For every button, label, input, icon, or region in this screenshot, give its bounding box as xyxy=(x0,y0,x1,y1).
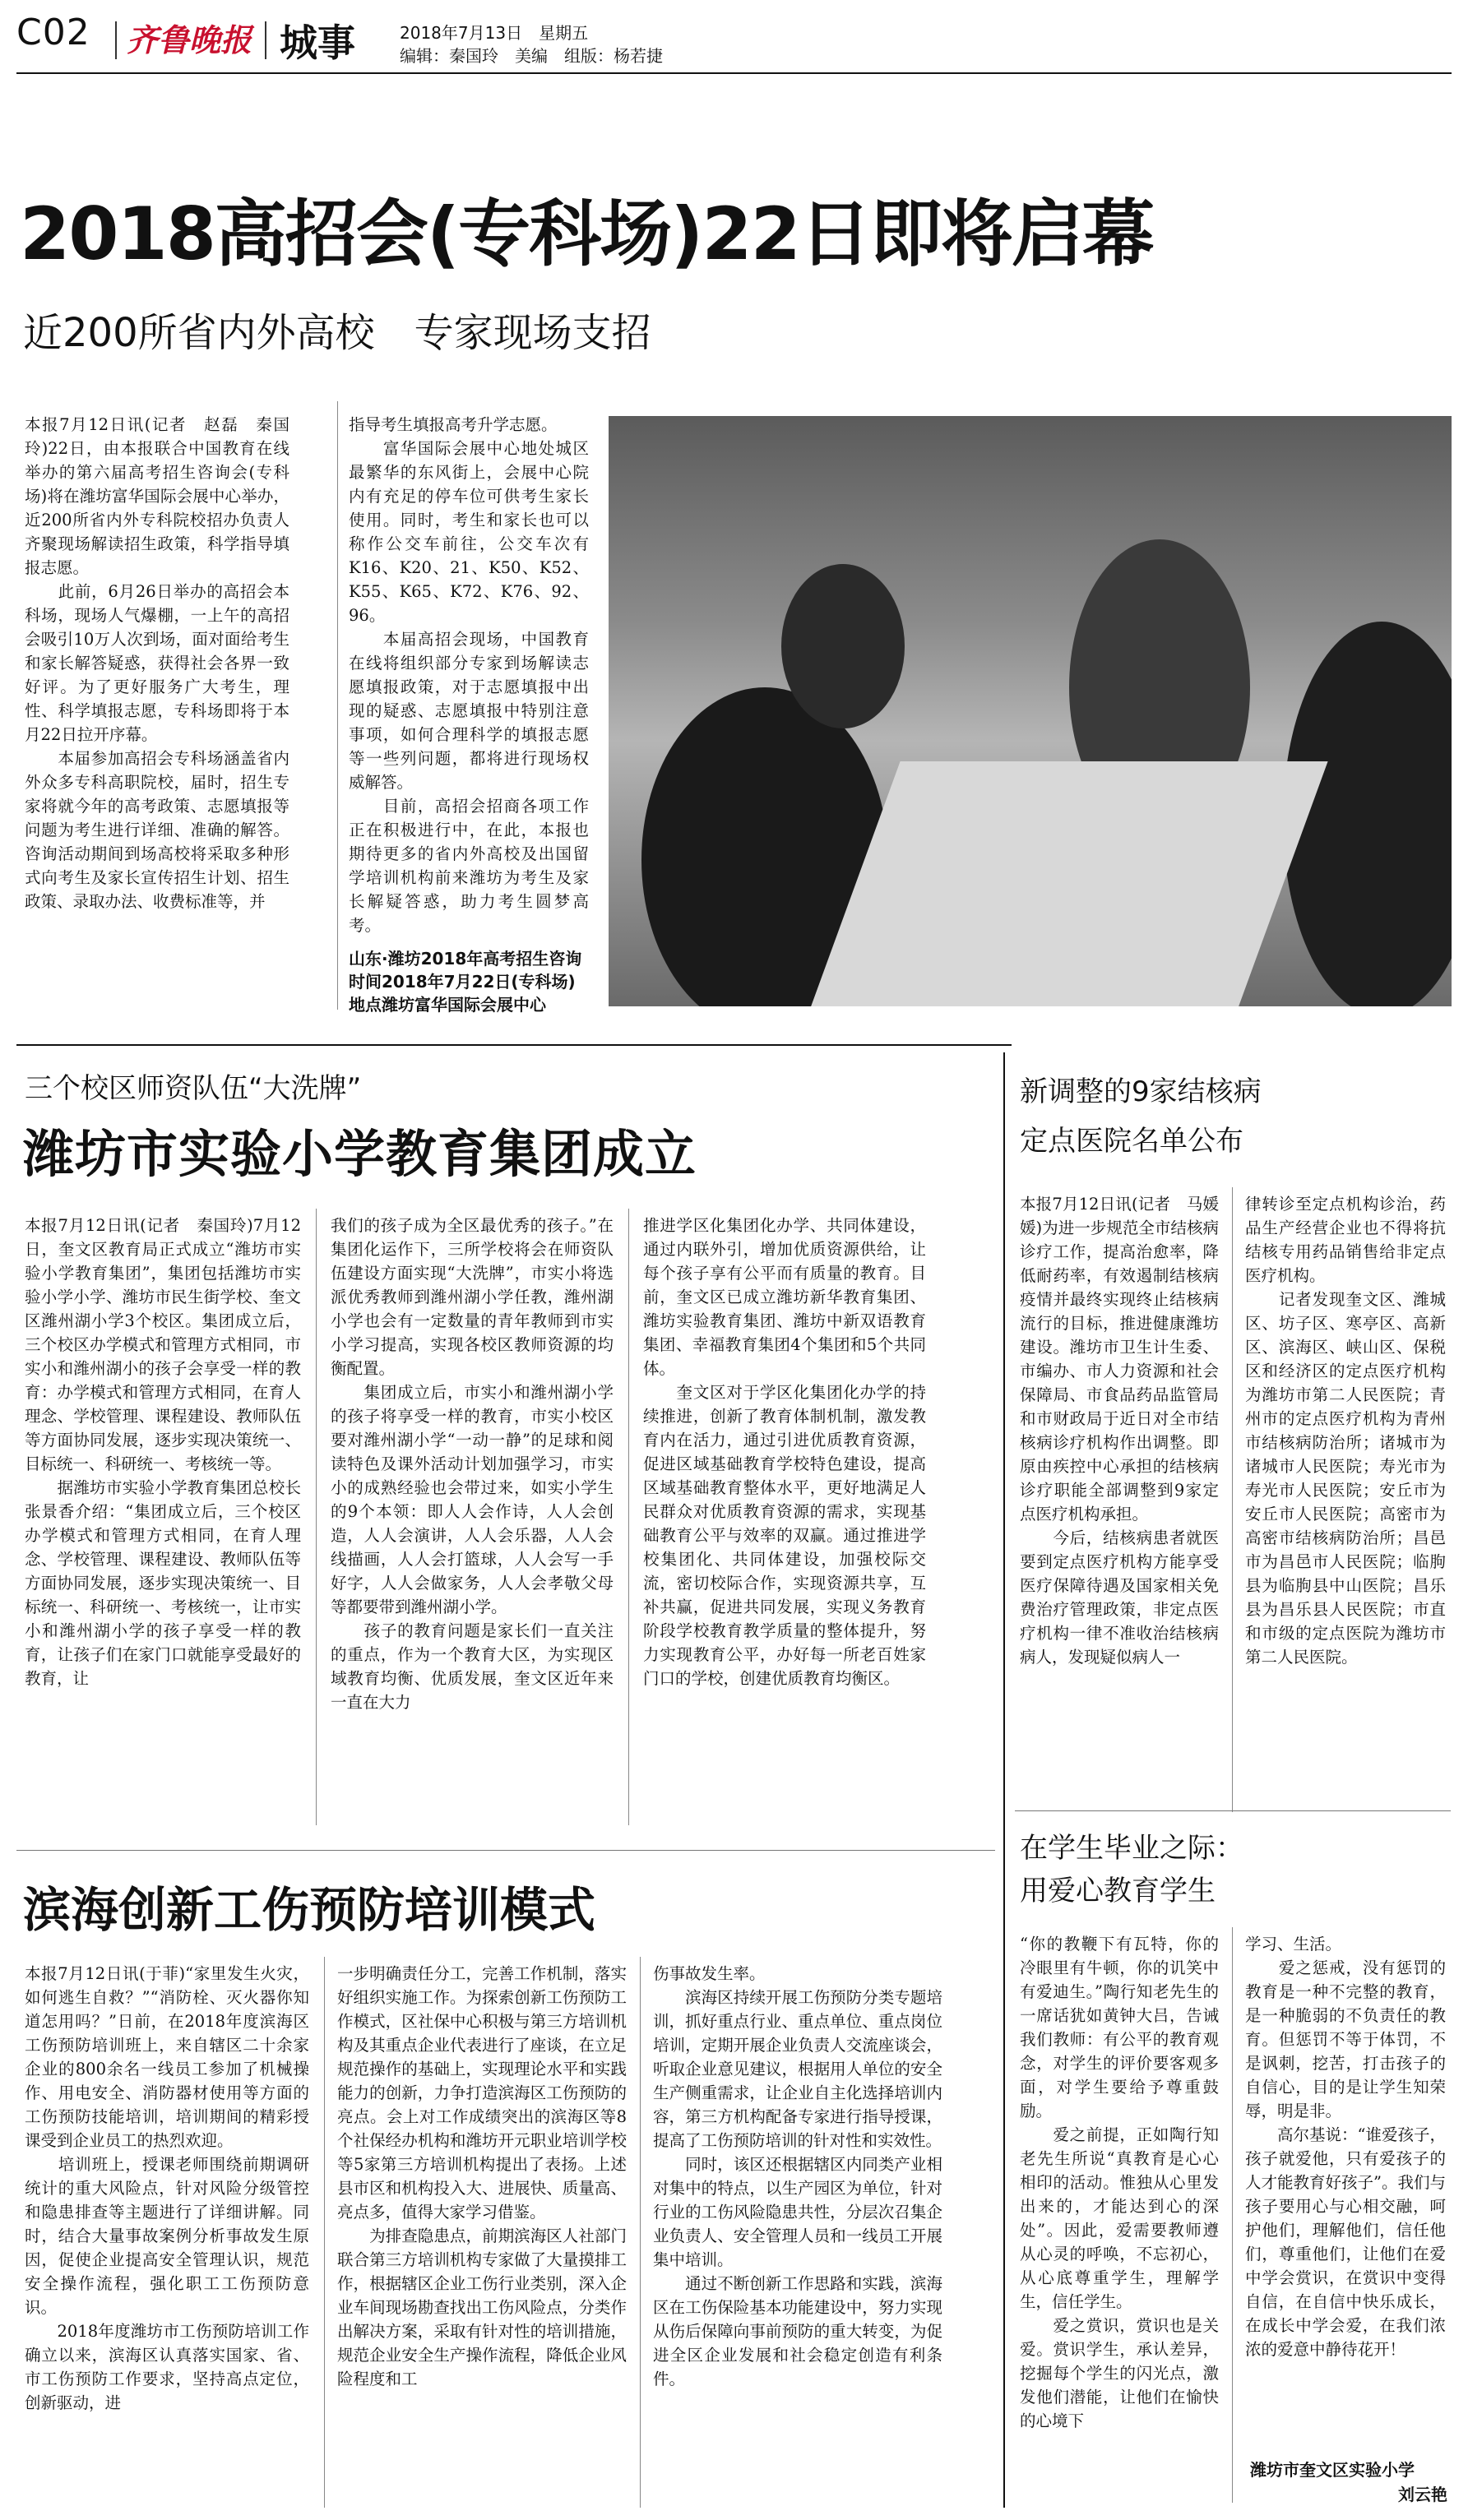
love-title-line2: 用爱心教育学生 xyxy=(1020,1875,1216,1907)
story2-column-3: 推进学区化集团化办学、共同体建设，通过内联外引，增加优质资源供给，让每个孩子享有公平而有质量的教育。目前，奎文区已成立潍坊新华教育集团、潍坊实验教育集团、潍坊中新双语教育集团、幸福教育集团4个集团和5个共同体。 奎文区对于学区化集团化办学的持续推进，创新了教育体制机制，激发教育内在活力，通过引进优质教育资源，促进区域基础教育学校特色建设，提高区域基础教育整体水平，更好地满足人民群众对优质教育资源的需求，实现基础教育公平与效率的双赢。通过推进学校集团化、共同体建设，加强校际交流，密切校际合作，实现资源共享，互补共赢，促进共同发展，实现义务教育阶段学校教育教学质量的整体提升，努力实现教育公平，办好每一所老百姓家门口的学校，创建优质教育均衡区。 xyxy=(643,1216,926,1688)
story3-headline: 滨海创新工伤预防培训模式 xyxy=(23,1882,596,1938)
story2-column-2: 我们的孩子成为全区最优秀的孩子。”在集团化运作下，三所学校将会在师资队伍建设方面实现“大洗牌”，市实小将选派优秀教师到潍州湖小学任教，潍州湖小学也会有一定数量的青年教师到市实小学习提高，实现各校区教师资源的均衡配置。 集团成立后，市实小和潍州湖小学的孩子将享受一样的教育，市实小校区要对潍州湖小学“一动一静”的足球和阅读特色及课外活动计划加强学习，市实小的成熟经验也会带过来，如实小学生的9个本领：即人人会作诗，人人会创造，人人会演讲，人人会乐器，人人会线描画，人人会打篮球，人人会写一手好字，人人会做家务，人人会孝敬父母等都要带到潍州湖小学。 孩子的教育问题是家长们一直关注的重点，作为一个教育大区，为实现区域教育均衡、优质发展，奎文区近年来一直在大力 xyxy=(331,1216,614,1712)
story3-column-2: 一步明确责任分工，完善工作机制，落实好组织实施工作。为探索创新工伤预防工作模式，区社保中心积极与第三方培训机构及其重点企业代表进行了座谈，在立足规范操作的基础上，实现理论水平和实践能力的创新，力争打造滨海区工伤预防的亮点。会上对工作成绩突出的滨海区等8个社保经办机构和潍坊开元职业培训学校等5家第三方培训机构提出了表扬。上述县市区和机构投入大、进展快、质量高、亮点多，值得大家学习借鉴。 为排查隐患点，前期滨海区人社部门联合第三方培训机构专家做了大量摸排工作，根据辖区企业工伤行业类别，深入企业车间现场勘查找出工伤风险点，分类作出解决方案，采取有针对性的培训措施，规范企业安全生产操作流程，降低企业风险程度和工 xyxy=(337,1964,627,2388)
story2-kicker: 三个校区师资队伍“大洗牌” xyxy=(25,1072,362,1105)
lead-column-1: 本报7月12日讯(记者 赵磊 秦国玲)22日，由本报联合中国教育在线举办的第六届高考招生咨询会(专科场)将在潍坊富华国际会展中心举办，近200所省内外专科院校招办负责人齐聚现场解读招生政策，科学指导填报志愿。 此前，6月26日举办的高招会本科场，现场人气爆棚，一上午的高招会吸引10万人次到场，面对面给考生和家长解答疑惑，获得社会各界一致好评。为了更好服务广大考生，理性、科学填报志愿，专科场即将于本月22日拉开序幕。 本届参加高招会专科场涵盖省内外众多专科高职院校，届时，招生专家将就今年的高考政策、志愿填报等问题为考生进行详细、准确的解答。咨询活动期间到场高校将采取多种形式向考生及家长宣传招生计划、招生政策、录取办法、收费标准等，并 xyxy=(25,415,289,911)
header-divider-2 xyxy=(265,21,266,59)
column-rule xyxy=(628,1209,629,1825)
story3-column-3: 伤事故发生率。 滨海区持续开展工伤预防分类专题培训，抓好重点行业、重点单位、重点岗位培训，定期开展企业负责人交流座谈会，听取企业意见建议，根据用人单位的安全生产侧重需求，让企业自主化选择培训内容，第三方机构配备专家进行指导授课，提高了工伤预防培训的针对性和实效性。 同时，该区还根据辖区内同类产业相对集中的特点，以生产园区为单位，针对行业的工伤风险隐患共性，分层次召集企业负责人、安全管理人员和一线员工开展集中培训。 通过不断创新工作思路和实践，滨海区在工伤保险基本功能建设中，努力实现从伤后保障向事前预防的重大转变，为促进全区企业发展和社会稳定创造有利条件。 xyxy=(653,1964,942,2388)
love-byline-author: 刘云艳 xyxy=(1398,2485,1447,2504)
story3-column-1: 本报7月12日讯(于菲)“家里发生火灾，如何逃生自救？”“消防栓、灭火器你知道怎用吗？”日前，在2018年度滨海区工伤预防培训班上，来自辖区二十余家企业的800余名一线员工参加了机械操作、用电安全、消防器材使用等方面的工伤预防技能培训，培训期间的精彩授课受到企业员工的热烈欢迎。 培训班上，授课老师围绕前期调研统计的重大风险点，针对风险分级管控和隐患排查等主题进行了详细讲解。同时，结合大量事故案例分析事故发生原因，促使企业提高安全管理认识，规范安全操作流程，强化职工工伤预防意识。 2018年度潍坊市工伤预防培训工作确立以来，滨海区认真落实国家、省、市工伤预防工作要求，坚持高点定位，创新驱动，进 xyxy=(25,1964,309,2412)
event-info-place: 地点潍坊富华国际会展中心 xyxy=(349,995,546,1015)
tb-column-2: 律转诊至定点机构诊治，药品生产经营企业也不得将抗结核专用药品销售给非定点医疗机构。 记者发现奎文区、潍城区、坊子区、寒亭区、高新区、滨海区、峡山区、保税区和经济区的定点医疗机构为潍坊市第二人民医院；青州市的定点医疗机构为青州市结核病防治所；诸城市为诸城市人民医院；寿光市为寿光市人民医院；安丘市为安丘市人民医院；高密市为高密市结核病防治所；昌邑市为昌邑市人民医院；临朐县为临朐县中山医院；昌乐县为昌乐县人民医院；市直和市级的定点医院为潍坊市第二人民医院。 xyxy=(1245,1195,1446,1667)
section-title: 城事 xyxy=(280,21,355,65)
column-rule xyxy=(1232,1187,1233,1812)
section-rule xyxy=(16,1044,1012,1046)
header-rule xyxy=(16,72,1452,74)
editor-credits: 编辑：秦国玲 美编 组版：杨若捷 xyxy=(400,46,663,66)
page-number: C02 xyxy=(16,12,90,53)
love-column-2: 学习、生活。 爱之惩戒，没有惩罚的教育是一种不完整的教育，是一种脆弱的不负责任的教育。但惩罚不等于体罚，不是讽刺，挖苦，打击孩子的自信心，目的是让学生知荣辱，明是非。 高尔基说：“谁爱孩子，孩子就爱他，只有爱孩子的人才能教育好孩子”。我们与孩子要用心与心相交融，呵护他们，理解他们，信任他们，尊重他们，让他们在爱中学会赏识，在赏识中变得自信，在自信中快乐成长，在成长中学会爱，在我们浓浓的爱意中静待花开！ xyxy=(1245,1935,1446,2359)
photo-table xyxy=(810,761,1327,1006)
sidebar-rule xyxy=(1003,1052,1005,2508)
issue-date: 2018年7月13日 星期五 xyxy=(400,23,589,43)
tb-column-1: 本报7月12日讯(记者 马媛媛)为进一步规范全市结核病诊疗工作，提高治愈率，降低耐药率，有效遏制结核病疫情并最终实现终止结核病流行的目标，推进健康潍坊建设。潍坊市卫生计生委、市编办、市人力资源和社会保障局、市食品药品监管局和市财政局于近日对全市结核病诊疗机构作出调整。即原由疾控中心承担的结核病诊疗职能全部调整到9家定点医疗机构承担。 今后，结核病患者就医要到定点医疗机构方能享受医疗保障待遇及国家相关免费治疗管理政策，非定点医疗机构一律不准收治结核病病人，发现疑似病人一 xyxy=(1020,1195,1219,1667)
masthead-logo: 齐鲁晚报 xyxy=(127,21,252,58)
column-rule xyxy=(337,401,338,1010)
lead-headline: 2018高招会(专科场)22日即将启幕 xyxy=(20,192,1153,276)
lead-column-2: 指导考生填报高考升学志愿。 富华国际会展中心地处城区最繁华的东风街上，会展中心院内有充足的停车位可供考生家长使用。同时，考生和家长也可以称作公交车前往，公交车次有K16、K20、21、K50、K52、K55、K65、K72、K76、92、96。 本届高招会现场，中国教育在线将组织部分专家到场解读志愿填报政策，对于志愿填报中出现的疑惑、志愿填报中特别注意事项，如何合理科学的填报志愿等一些列问题，都将进行现场权威解答。 目前，高招会招商各项工作正在积极进行中，在此，本报也期待更多的省内外高校及出国留学培训机构前来潍坊为考生及家长解疑答惑，助力考生圆梦高考。 xyxy=(349,415,589,935)
column-rule xyxy=(324,1957,325,2508)
lead-photo xyxy=(609,416,1452,1006)
story2-column-1: 本报7月12日讯(记者 秦国玲)7月12日，奎文区教育局正式成立“潍坊市实验小学教育集团”，集团包括潍坊市实验小学小学、潍坊市民生街学校、奎文区潍州湖小学3个校区。集团成立后，三个校区办学模式和管理方式相同，市实小和潍州湖小的孩子会享受一样的教育：办学模式和管理方式相同，在育人理念、学校管理、课程建设、教师队伍等方面协同发展，逐步实现决策统一、目标统一、科研统一、考核统一等。 据潍坊市实验小学教育集团总校长张景香介绍：“集团成立后，三个校区办学模式和管理方式相同，在育人理念、学校管理、课程建设、教师队伍等方面协同发展，逐步实现决策统一、目标统一、科研统一、考核统一，让市实小和潍州湖小学的孩子享受一样的教育，让孩子们在家门口就能享受最好的教育，让 xyxy=(25,1216,301,1688)
sidebar-section-rule xyxy=(1015,1810,1451,1811)
tb-title-line1: 新调整的9家结核病 xyxy=(1020,1075,1262,1108)
tb-title-line2: 定点医院名单公布 xyxy=(1020,1125,1243,1158)
love-column-1: “你的教鞭下有瓦特，你的冷眼里有牛顿，你的讥笑中有爱迪生。”陶行知老先生的一席话犹如黄钟大吕，告诫我们教师：有公平的教育观念，对学生的评价要客观多面，对学生要给予尊重鼓励。 爱之前提，正如陶行知老先生所说“真教育是心心相印的活动。惟独从心里发出来的，才能达到心的深处”。因此，爱需要教师遵从心灵的呼唤，不忘初心，从心底尊重学生，理解学生，信任学生。 爱之赏识，赏识也是关爱。赏识学生，承认差异，挖掘每个学生的闪光点，激发他们潜能，让他们在愉快的心境下 xyxy=(1020,1935,1219,2430)
column-rule xyxy=(640,1957,641,2508)
column-rule xyxy=(316,1209,317,1825)
love-title-line1: 在学生毕业之际： xyxy=(1020,1832,1243,1865)
column-rule xyxy=(1232,1927,1233,2503)
event-info-title: 山东·潍坊2018年高考招生咨询 xyxy=(349,949,582,969)
header-divider xyxy=(115,21,117,59)
love-byline-school: 潍坊市奎文区实验小学 xyxy=(1250,2460,1415,2480)
event-info-time: 时间2018年7月22日(专科场) xyxy=(349,972,576,992)
photo-figure xyxy=(781,564,905,728)
story2-headline: 潍坊市实验小学教育集团成立 xyxy=(23,1124,697,1184)
lead-subhead: 近200所省内外高校 专家现场支招 xyxy=(23,310,651,356)
section-rule xyxy=(16,1850,995,1851)
